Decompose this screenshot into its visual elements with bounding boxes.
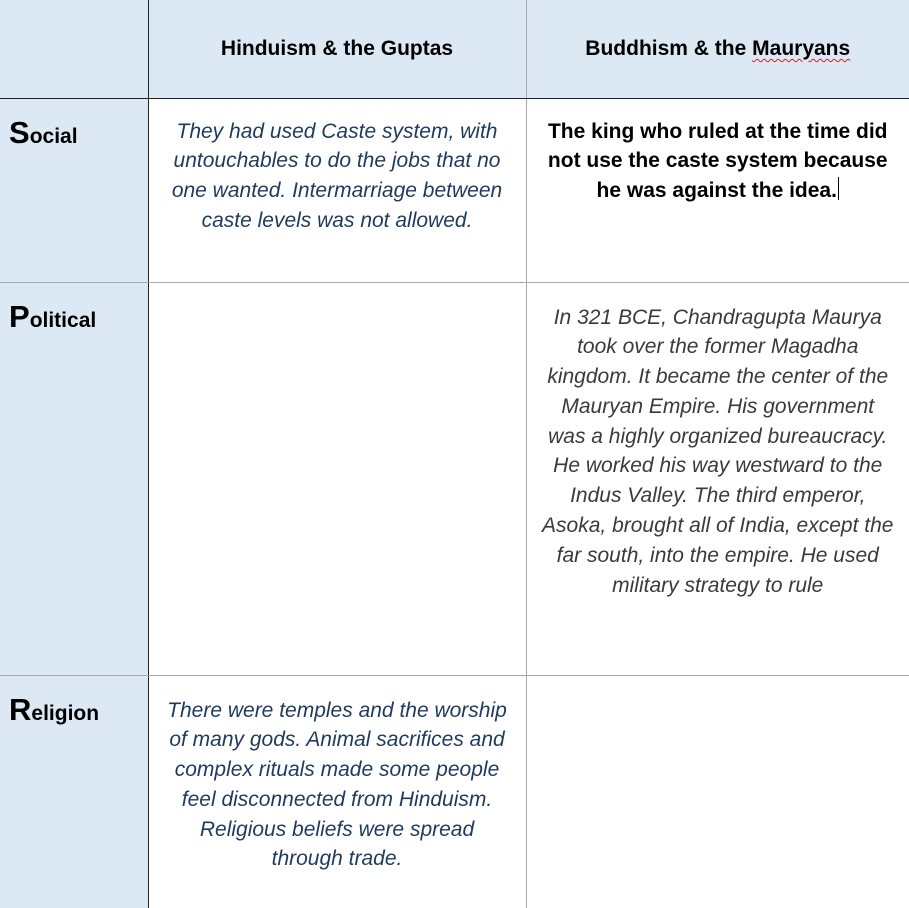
religion-hinduism-text: There were temples and the worship of many gods. Animal sacrifices and complex rituals made some people feel disconnected from Hinduism. Religious beliefs were spread through trade. — [167, 698, 507, 871]
header-cell-hinduism[interactable] — [148, 0, 526, 98]
corner-cell[interactable] — [0, 0, 148, 98]
political-label-cell[interactable] — [0, 282, 148, 675]
spellcheck-flagged-word: Mauryans — [752, 37, 851, 60]
row-label-initial: R — [9, 691, 32, 727]
row-label-rest: eligion — [31, 701, 100, 725]
header-row — [0, 0, 909, 98]
row-label-religion — [0, 676, 148, 731]
social-buddhism-text-wrap — [527, 99, 909, 206]
row-label-social — [0, 99, 148, 154]
religion-row — [0, 675, 909, 908]
row-label-initial: S — [9, 114, 30, 150]
social-row — [0, 98, 909, 282]
social-buddhism-text: The king who ruled at the time did not use the caste system because he was against the idea. — [547, 119, 888, 203]
text-cursor — [838, 177, 839, 200]
political-hinduism-text — [149, 283, 526, 303]
social-buddhism-cell[interactable] — [526, 98, 909, 282]
religion-hinduism-cell[interactable] — [148, 675, 526, 908]
political-row — [0, 282, 909, 675]
column-title-hinduism: Hinduism & the Guptas — [220, 37, 454, 60]
political-hinduism-cell[interactable] — [148, 282, 526, 675]
social-hinduism-text: They had used Caste system, with untouchables to do the jobs that no one wanted. Intermarriage between caste levels was not allowed. — [171, 119, 503, 232]
row-label-political — [0, 283, 148, 338]
column-title-buddhism — [527, 0, 909, 61]
political-buddhism-text: In 321 BCE, Chandragupta Maurya took over the former Magadha kingdom. It became the center of the Mauryan Empire. His government was a highly organized bureaucracy. He worked his way westward to the Indus Valley. The third emperor, Asoka, brought all of India, except the far south, into the empire. He used military strategy to rule — [542, 305, 894, 597]
row-label-rest: ocial — [29, 124, 78, 148]
religion-buddhism-cell[interactable] — [526, 675, 909, 908]
header-cell-buddhism[interactable] — [526, 0, 909, 98]
row-label-rest: olitical — [29, 308, 97, 332]
row-label-initial: P — [9, 298, 30, 334]
column-title-buddhism-prefix: Buddhism & the — [585, 37, 753, 60]
religion-label-cell[interactable] — [0, 675, 148, 908]
social-label-cell[interactable] — [0, 98, 148, 282]
political-buddhism-cell[interactable] — [526, 282, 909, 675]
social-hinduism-cell[interactable] — [148, 98, 526, 282]
religion-buddhism-text — [527, 676, 909, 696]
